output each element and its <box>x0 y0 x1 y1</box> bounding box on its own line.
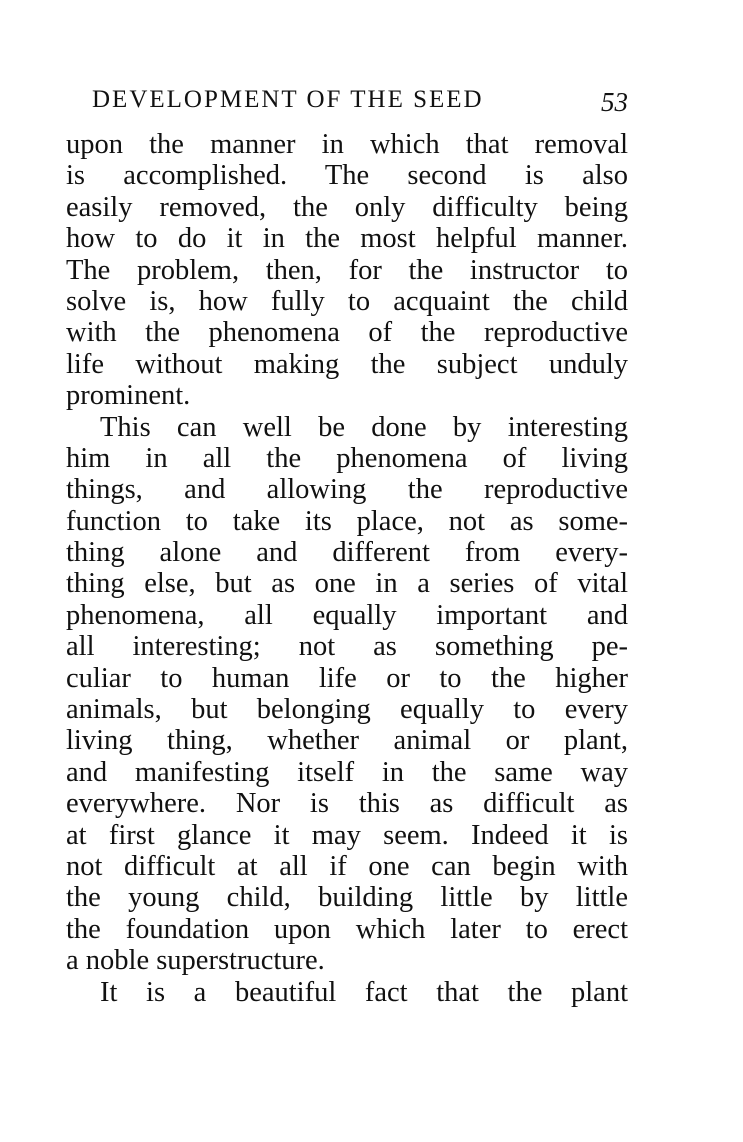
text-line: and manifesting itself in the same way <box>66 756 628 788</box>
text-line: a noble superstructure. <box>66 945 325 977</box>
text-line: phenomena, all equally important and <box>66 599 628 631</box>
text-line: This can well be done by interesting <box>100 411 628 443</box>
text-line: upon the manner in which that removal <box>66 129 628 160</box>
page-number: 53 <box>601 87 628 117</box>
text-line: solve is, how fully to acquaint the child <box>66 285 628 317</box>
text-line: animals, but belonging equally to every <box>66 694 628 726</box>
text-line: easily removed, the only difficulty being <box>66 191 628 223</box>
text-line: the foundation upon which later to erect <box>66 913 628 945</box>
text-line: It is a beautiful fact that the plant <box>100 976 628 1008</box>
text-line: The problem, then, for the instructor to <box>66 254 628 286</box>
text-line: function to take its place, not as some- <box>66 505 628 537</box>
text-line: at first glance it may seem. Indeed it is <box>66 819 628 851</box>
text-line: is accomplished. The second is also <box>66 160 628 192</box>
running-head <box>92 82 628 118</box>
text-line: how to do it in the most helpful manner. <box>66 223 628 255</box>
text-line: prominent. <box>66 380 191 412</box>
text-line: life without making the subject unduly <box>66 348 628 380</box>
text-line: all interesting; not as something pe- <box>66 631 628 663</box>
text-line: the young child, building little by little <box>66 882 628 914</box>
body-text <box>66 129 628 1008</box>
text-line: everywhere. Nor is this as difficult as <box>66 788 628 820</box>
text-line: thing else, but as one in a series of vital <box>66 568 628 600</box>
text-line: with the phenomena of the reproductive <box>66 317 628 349</box>
text-line: thing alone and different from every- <box>66 537 628 569</box>
running-title: DEVELOPMENT OF THE SEED <box>92 86 484 113</box>
text-line: culiar to human life or to the higher <box>66 662 628 694</box>
text-line: him in all the phenomena of living <box>66 442 628 474</box>
text-line: not difficult at all if one can begin with <box>66 850 628 882</box>
text-line: things, and allowing the reproductive <box>66 474 628 506</box>
text-line: living thing, whether animal or plant, <box>66 725 628 757</box>
